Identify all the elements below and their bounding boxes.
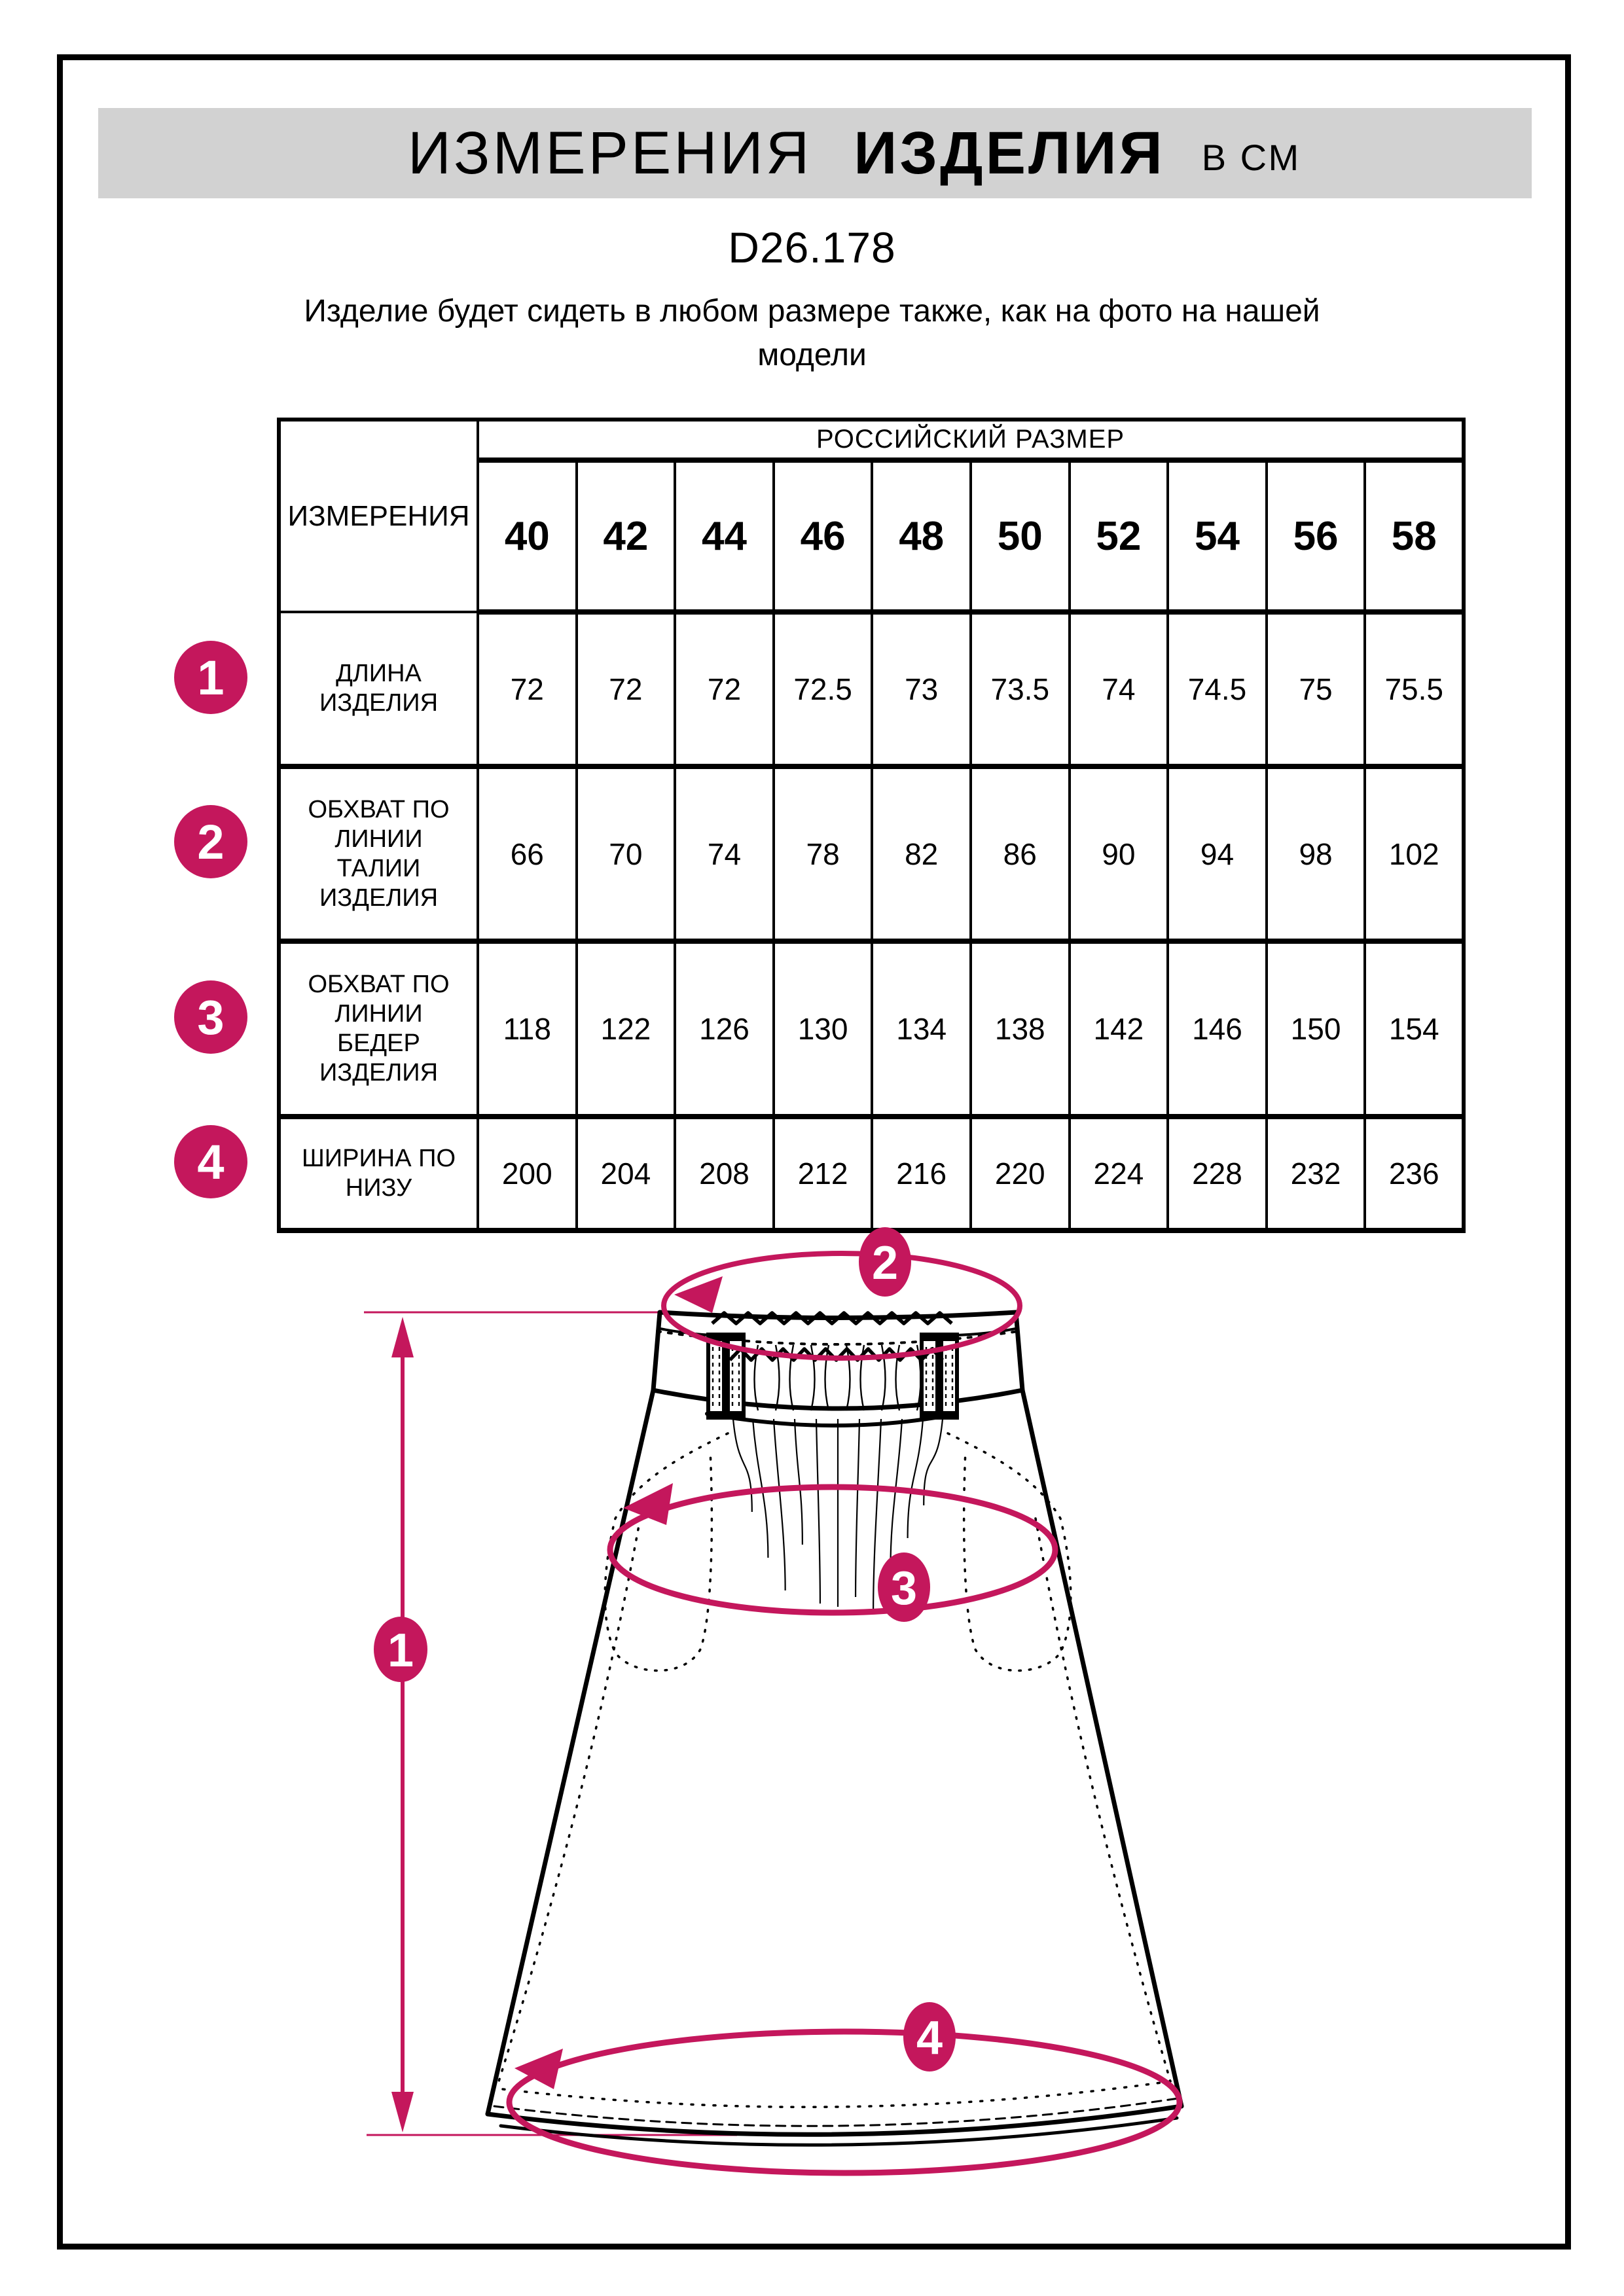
diagram-marker-1 bbox=[374, 1617, 427, 1682]
value-cell: 224 bbox=[1070, 1117, 1168, 1230]
svg-text:1: 1 bbox=[387, 1624, 414, 1677]
size-header-cell: 46 bbox=[774, 460, 873, 612]
value-cell: 220 bbox=[971, 1117, 1070, 1230]
value-cell: 142 bbox=[1070, 941, 1168, 1117]
value-cell: 75.5 bbox=[1365, 612, 1464, 766]
value-cell: 154 bbox=[1365, 941, 1464, 1117]
value-cell: 212 bbox=[774, 1117, 873, 1230]
skirt-body-fill bbox=[488, 1312, 1182, 2134]
size-header-cell: 54 bbox=[1168, 460, 1267, 612]
value-cell: 74.5 bbox=[1168, 612, 1267, 766]
row-label-cell: ШИРИНА ПО НИЗУ bbox=[279, 1117, 478, 1230]
size-group-header-cell: РОССИЙСКИЙ РАЗМЕР bbox=[478, 420, 1464, 460]
size-header-cell: 58 bbox=[1365, 460, 1464, 612]
value-cell: 216 bbox=[872, 1117, 971, 1230]
page-title-word1: ИЗМЕРЕНИЯ bbox=[407, 119, 812, 187]
value-cell: 146 bbox=[1168, 941, 1267, 1117]
value-cell: 94 bbox=[1168, 766, 1267, 941]
size-header-cell: 50 bbox=[971, 460, 1070, 612]
value-cell: 130 bbox=[774, 941, 873, 1117]
value-cell: 102 bbox=[1365, 766, 1464, 941]
size-header-cell: 44 bbox=[675, 460, 774, 612]
value-cell: 204 bbox=[577, 1117, 676, 1230]
value-cell: 126 bbox=[675, 941, 774, 1117]
value-cell: 78 bbox=[774, 766, 873, 941]
row-label-cell: ОБХВАТ ПО ЛИНИИ ТАЛИИ ИЗДЕЛИЯ bbox=[279, 766, 478, 941]
size-header-cell: 42 bbox=[577, 460, 676, 612]
value-cell: 72.5 bbox=[774, 612, 873, 766]
garment-diagram bbox=[340, 1224, 1270, 2219]
value-cell: 72 bbox=[577, 612, 676, 766]
value-cell: 122 bbox=[577, 941, 676, 1117]
value-cell: 66 bbox=[478, 766, 577, 941]
table-row bbox=[279, 941, 1464, 1117]
value-cell: 82 bbox=[872, 766, 971, 941]
value-cell: 75 bbox=[1267, 612, 1365, 766]
size-table-wrap bbox=[277, 418, 1466, 1233]
value-cell: 70 bbox=[577, 766, 676, 941]
value-cell: 138 bbox=[971, 941, 1070, 1117]
row-label-cell: ДЛИНА ИЗДЕЛИЯ bbox=[279, 612, 478, 766]
value-cell: 90 bbox=[1070, 766, 1168, 941]
skirt-outline bbox=[488, 1312, 1182, 2145]
value-cell: 86 bbox=[971, 766, 1070, 941]
table-row bbox=[279, 1117, 1464, 1230]
value-cell: 228 bbox=[1168, 1117, 1267, 1230]
table-row bbox=[279, 612, 1464, 766]
value-cell: 208 bbox=[675, 1117, 774, 1230]
value-cell: 134 bbox=[872, 941, 971, 1117]
value-cell: 150 bbox=[1267, 941, 1365, 1117]
diagram-marker-2 bbox=[859, 1227, 911, 1297]
svg-text:2: 2 bbox=[871, 1237, 899, 1289]
arrow-up-icon bbox=[391, 1317, 414, 1357]
product-code: D26.178 bbox=[728, 223, 896, 272]
page-title-units: В СМ bbox=[1201, 136, 1301, 178]
size-header-cell: 52 bbox=[1070, 460, 1168, 612]
row-label-cell: ОБХВАТ ПО ЛИНИИ БЕДЕР ИЗДЕЛИЯ bbox=[279, 941, 478, 1117]
row-marker-2: 2 bbox=[174, 805, 247, 878]
size-header-cell: 56 bbox=[1267, 460, 1365, 612]
table-row bbox=[279, 766, 1464, 941]
value-cell: 200 bbox=[478, 1117, 577, 1230]
row-marker-3: 3 bbox=[174, 980, 247, 1054]
page-title-word2: ИЗДЕЛИЯ bbox=[854, 119, 1165, 187]
value-cell: 236 bbox=[1365, 1117, 1464, 1230]
svg-text:3: 3 bbox=[890, 1562, 918, 1615]
diagram-marker-3 bbox=[878, 1552, 930, 1622]
row-marker-4: 4 bbox=[174, 1125, 247, 1198]
size-header-cell: 48 bbox=[872, 460, 971, 612]
value-cell: 73 bbox=[872, 612, 971, 766]
diagram-marker-4 bbox=[903, 2002, 956, 2072]
value-cell: 74 bbox=[1070, 612, 1168, 766]
fit-note: Изделие будет сидеть в любом размере также, как на фото на нашей модели bbox=[304, 294, 1320, 372]
value-cell: 232 bbox=[1267, 1117, 1365, 1230]
size-header-cell: 40 bbox=[478, 460, 577, 612]
measurements-header-cell: ИЗМЕРЕНИЯ bbox=[279, 420, 478, 612]
size-table bbox=[277, 418, 1466, 1233]
value-cell: 74 bbox=[675, 766, 774, 941]
value-cell: 73.5 bbox=[971, 612, 1070, 766]
row-marker-1: 1 bbox=[174, 641, 247, 714]
value-cell: 118 bbox=[478, 941, 577, 1117]
value-cell: 72 bbox=[675, 612, 774, 766]
arrow-down-icon bbox=[391, 2092, 414, 2132]
title-banner bbox=[98, 108, 1532, 198]
value-cell: 98 bbox=[1267, 766, 1365, 941]
belt-loop bbox=[920, 1333, 939, 1420]
value-cell: 72 bbox=[478, 612, 577, 766]
svg-text:4: 4 bbox=[916, 2012, 943, 2064]
